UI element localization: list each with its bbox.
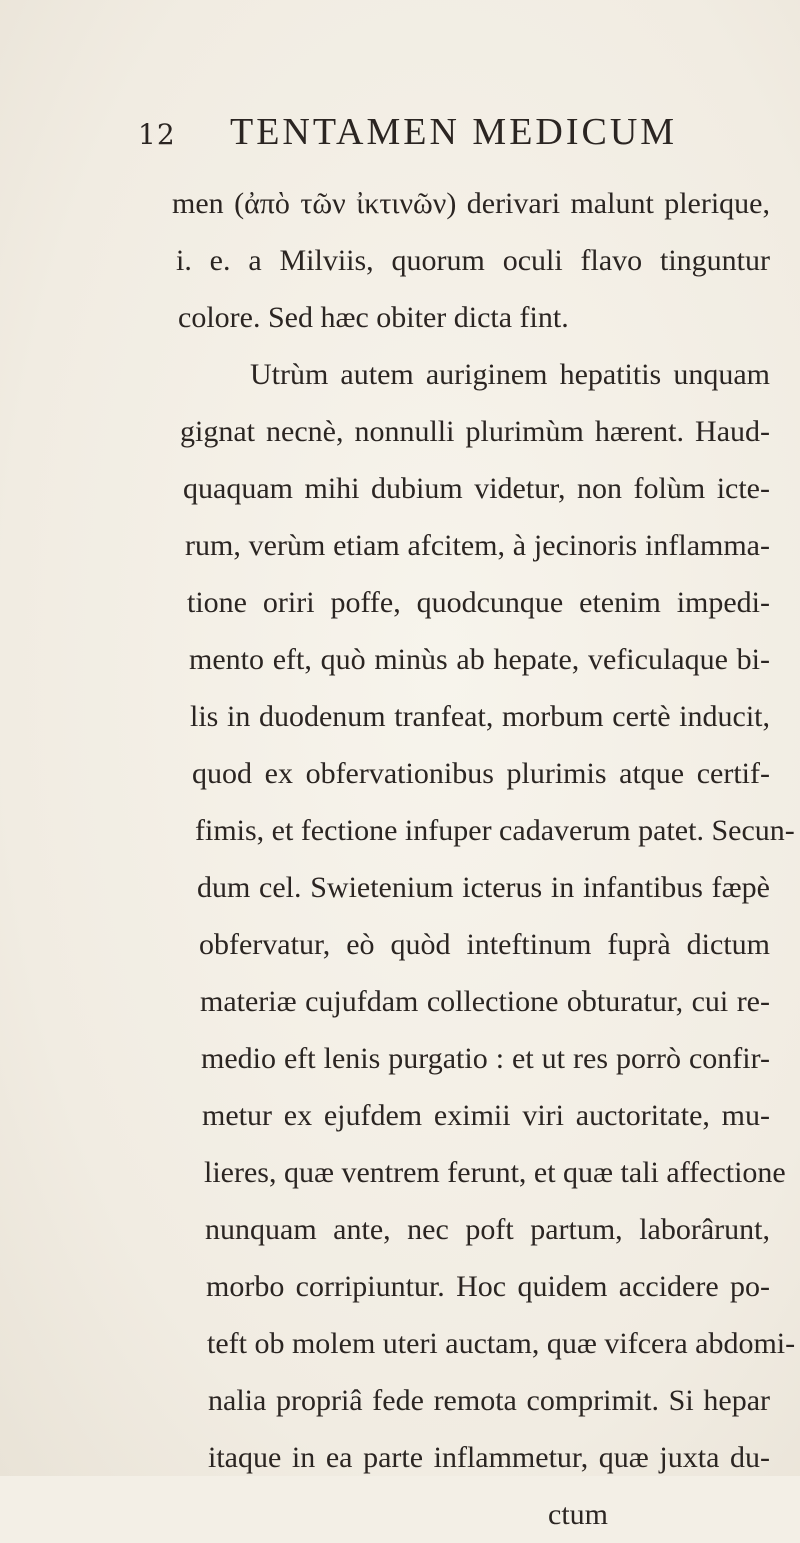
text-line: mento eft, quò minùs ab hepate, veficulaque bi-	[189, 643, 770, 676]
text-line: morbo corripiuntur. Hoc quidem accidere po-	[206, 1270, 770, 1303]
text-line: materiæ cujufdam collectione obturatur, cui re-	[200, 985, 770, 1018]
text-line: medio eft lenis purgatio : et ut res porrò confir-	[201, 1042, 770, 1075]
text-line: lis in duodenum tranfeat, morbum certè inducit,	[190, 700, 770, 733]
text-line: Utrùm autem auriginem hepatitis unquam	[250, 358, 770, 391]
text-line: tione oriri poffe, quodcunque etenim impedi-	[187, 586, 770, 619]
text-line: lieres, quæ ventrem ferunt, et quæ tali affectione	[204, 1156, 786, 1189]
text-line: i. e. a Milviis, quorum oculi flavo tinguntur	[176, 244, 770, 277]
page-header	[130, 110, 750, 160]
text-line: men (ἀπὸ τῶν ἰκτινῶν) derivari malunt plerique,	[172, 187, 770, 220]
text-line: quod ex obfervationibus plurimis atque certif-	[192, 757, 770, 790]
text-line: quaquam mihi dubium videtur, non folùm icte-	[183, 472, 770, 505]
text-line: metur ex ejufdem eximii viri auctoritate, mu-	[202, 1099, 770, 1132]
text-line: nunquam ante, nec poft partum, laborârunt,	[205, 1213, 770, 1246]
catchword: ctum	[548, 1498, 608, 1531]
page-number: 12	[138, 118, 176, 151]
text-line: obfervatur, eò quòd inteftinum fuprà dictum	[199, 928, 770, 961]
text-line: teft ob molem uteri auctam, quæ vifcera abdomi-	[207, 1327, 796, 1360]
text-line: nalia propriâ fede remota comprimit. Si hepar	[208, 1384, 770, 1417]
text-line: colore. Sed hæc obiter dicta fint.	[178, 301, 569, 334]
text-line: gignat necnè, nonnulli plurimùm hærent. Haud-	[180, 415, 770, 448]
text-line: dum cel. Swietenium icterus in infantibus fæpè	[197, 871, 770, 904]
running-title: TENTAMEN MEDICUM	[230, 111, 678, 153]
text-line: itaque in ea parte inflammetur, quæ juxta du-	[208, 1441, 770, 1474]
text-line: rum, verùm etiam afcitem, à jecinoris inflamma-	[185, 529, 770, 562]
text-line: fimis, et fectione infuper cadaverum patet. Secun-	[195, 814, 795, 847]
body-text	[172, 175, 796, 1543]
